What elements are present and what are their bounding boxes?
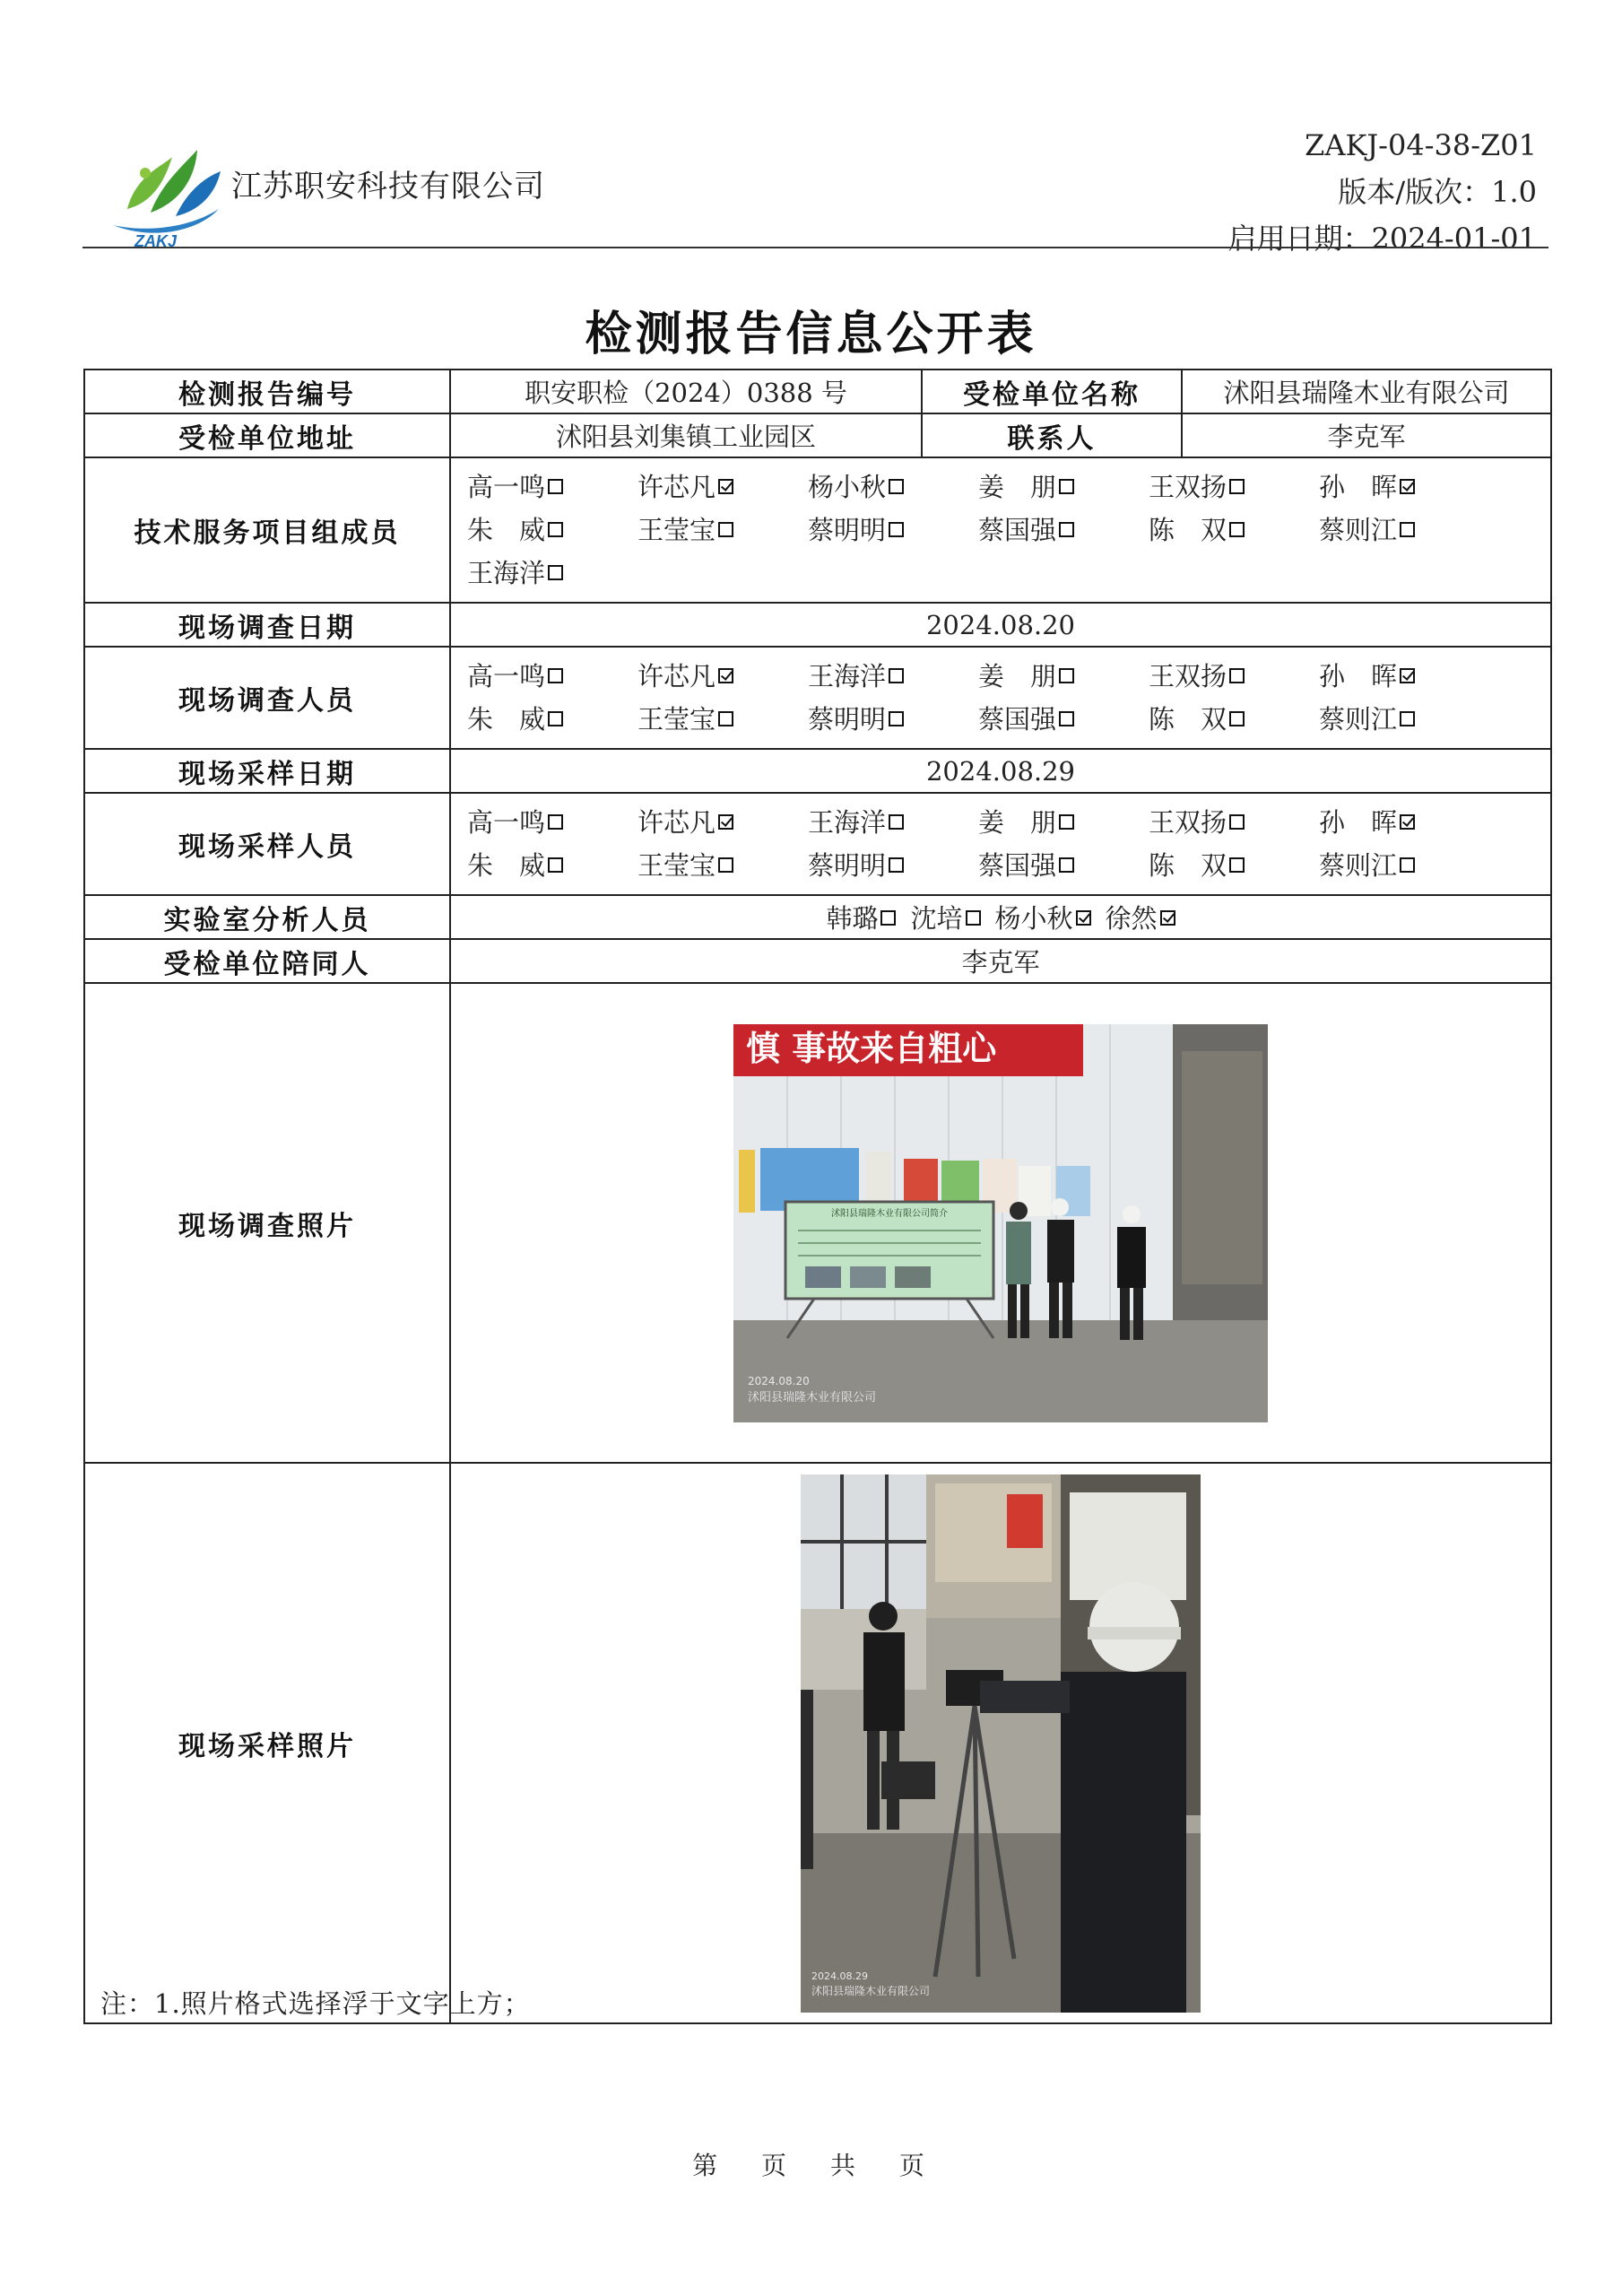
checked-checkbox[interactable] (1400, 668, 1415, 683)
lab-staff-entry (995, 899, 1091, 935)
unchecked-checkbox[interactable] (718, 522, 733, 537)
address-value: 沭阳县刘集镇工业园区 (450, 413, 922, 457)
staff-name: 高一鸣 (467, 472, 546, 502)
photo-stamp-date: 2024.08.20 (748, 1374, 810, 1387)
staff-entry (808, 844, 978, 887)
staff-entry (978, 509, 1149, 552)
staff-name: 许芯凡 (638, 807, 716, 838)
staff-entry (467, 509, 638, 552)
checked-checkbox[interactable] (718, 668, 733, 683)
unchecked-checkbox[interactable] (889, 668, 904, 683)
staff-entry (1149, 801, 1319, 844)
sampling-date-label: 现场采样日期 (84, 749, 450, 793)
staff-entry (1319, 844, 1489, 887)
unchecked-checkbox[interactable] (1229, 857, 1245, 873)
unchecked-checkbox[interactable] (1059, 522, 1074, 537)
report-no-value: 职安职检（2024）0388 号 (450, 370, 922, 413)
staff-name: 徐然 (1105, 903, 1158, 934)
checked-checkbox[interactable] (1160, 910, 1175, 926)
members-list (451, 458, 1550, 602)
staff-name: 孙 晖 (1319, 472, 1398, 502)
address-label: 受检单位地址 (84, 413, 450, 457)
doc-version: 版本/版次：1.0 (1338, 175, 1537, 209)
staff-name: 蔡则江 (1319, 704, 1398, 735)
info-table (83, 369, 1552, 2024)
unchecked-checkbox[interactable] (1059, 711, 1074, 726)
staff-name: 朱 威 (467, 515, 546, 545)
sampling-photo-stamp-date: 2024.08.29 (811, 1970, 868, 1982)
staff-name: 蔡则江 (1319, 850, 1398, 881)
doc-effective-date: 启用日期：2024-01-01 (1227, 222, 1537, 256)
staff-name: 王海洋 (808, 661, 887, 691)
staff-entry (808, 465, 978, 509)
unchecked-checkbox[interactable] (1059, 814, 1074, 830)
checked-checkbox[interactable] (718, 479, 733, 494)
row-members (84, 457, 1551, 603)
staff-name: 王莹宝 (638, 704, 716, 735)
staff-entry (467, 844, 638, 887)
staff-entry (467, 552, 638, 595)
staff-entry (1319, 465, 1489, 509)
staff-name: 蔡国强 (978, 704, 1057, 735)
footnote: 注：1.照片格式选择浮于文字上方； (100, 1988, 531, 2019)
unchecked-checkbox[interactable] (1400, 857, 1415, 873)
escort-value: 李克军 (450, 939, 1551, 983)
unchecked-checkbox[interactable] (548, 565, 563, 580)
staff-entry (638, 844, 808, 887)
staff-name: 陈 双 (1149, 850, 1227, 881)
staff-name: 姜 朋 (978, 807, 1057, 838)
staff-entry (638, 801, 808, 844)
contact-label: 联系人 (922, 413, 1182, 457)
page-title: 检测报告信息公开表 (585, 307, 1037, 361)
staff-entry (467, 801, 638, 844)
row-escort (84, 939, 1551, 983)
row-survey-date (84, 603, 1551, 647)
unchecked-checkbox[interactable] (548, 711, 563, 726)
doc-code: ZAKJ-04-38-Z01 (1305, 128, 1537, 162)
unit-name-value: 沭阳县瑞隆木业有限公司 (1182, 370, 1551, 413)
staff-name: 蔡国强 (978, 515, 1057, 545)
unchecked-checkbox[interactable] (1229, 668, 1245, 683)
unchecked-checkbox[interactable] (1229, 522, 1245, 537)
unchecked-checkbox[interactable] (718, 857, 733, 873)
staff-entry (1319, 698, 1489, 741)
sampling-date-value: 2024.08.29 (450, 749, 1551, 793)
sampling-staff-list (451, 794, 1550, 894)
staff-name: 孙 晖 (1319, 807, 1398, 838)
company-name: 江苏职安科技有限公司 (231, 169, 545, 204)
unchecked-checkbox[interactable] (548, 479, 563, 494)
checked-checkbox[interactable] (1400, 814, 1415, 830)
staff-name: 姜 朋 (978, 661, 1057, 691)
row-survey-staff (84, 647, 1551, 749)
escort-label: 受检单位陪同人 (84, 939, 450, 983)
sampling-photo-label: 现场采样照片 (84, 1463, 450, 2023)
survey-staff-list (451, 648, 1550, 748)
staff-entry (1149, 698, 1319, 741)
unchecked-checkbox[interactable] (1059, 668, 1074, 683)
staff-name: 蔡明明 (808, 850, 887, 881)
unchecked-checkbox[interactable] (1400, 522, 1415, 537)
row-lab (84, 895, 1551, 939)
unchecked-checkbox[interactable] (718, 711, 733, 726)
staff-entry (978, 844, 1149, 887)
staff-name: 韩璐 (826, 903, 879, 934)
logo-text: ZAKJ (134, 232, 178, 250)
row-sampling-photo (84, 1463, 1551, 2023)
lab-staff-list (451, 899, 1550, 935)
unchecked-checkbox[interactable] (548, 522, 563, 537)
unchecked-checkbox[interactable] (548, 857, 563, 873)
staff-name: 陈 双 (1149, 515, 1227, 545)
staff-entry (808, 509, 978, 552)
survey-date-value: 2024.08.20 (450, 603, 1551, 647)
staff-entry (1149, 844, 1319, 887)
staff-name: 王海洋 (808, 807, 887, 838)
sampling-photo (801, 1474, 1201, 2013)
staff-name: 高一鸣 (467, 661, 546, 691)
staff-entry (978, 698, 1149, 741)
staff-entry (1149, 509, 1319, 552)
unchecked-checkbox[interactable] (1059, 479, 1074, 494)
unchecked-checkbox[interactable] (1059, 857, 1074, 873)
row-sampling-staff (84, 793, 1551, 895)
checked-checkbox[interactable] (718, 814, 733, 830)
survey-photo (733, 1024, 1268, 1422)
photo-banner-text: 慎 事故来自粗心 (746, 1028, 997, 1068)
staff-entry (1149, 465, 1319, 509)
row-survey-photo (84, 983, 1551, 1463)
unchecked-checkbox[interactable] (889, 857, 904, 873)
unit-name-label: 受检单位名称 (922, 370, 1182, 413)
staff-name: 蔡则江 (1319, 515, 1398, 545)
staff-name: 王双扬 (1149, 661, 1227, 691)
doc-meta (1227, 122, 1537, 262)
staff-name: 杨小秋 (808, 472, 887, 502)
staff-entry (467, 465, 638, 509)
staff-name: 蔡明明 (808, 515, 887, 545)
staff-entry (467, 698, 638, 741)
unchecked-checkbox[interactable] (966, 910, 981, 926)
row-sampling-date (84, 749, 1551, 793)
lab-staff-entry (910, 899, 980, 935)
photo-board-title: 沭阳县瑞隆木业有限公司简介 (831, 1208, 948, 1219)
survey-photo-label: 现场调查照片 (84, 983, 450, 1463)
staff-entry (808, 698, 978, 741)
staff-entry (638, 698, 808, 741)
staff-entry (978, 465, 1149, 509)
staff-name: 蔡明明 (808, 704, 887, 735)
staff-entry (638, 509, 808, 552)
staff-name: 杨小秋 (994, 903, 1073, 934)
sampling-staff-label: 现场采样人员 (84, 793, 450, 895)
header-divider (82, 247, 1548, 248)
row-address (84, 413, 1551, 457)
staff-entry (808, 801, 978, 844)
photo-stamp-company: 沭阳县瑞隆木业有限公司 (748, 1390, 877, 1405)
staff-name: 王莹宝 (638, 515, 716, 545)
staff-entry (978, 655, 1149, 698)
unchecked-checkbox[interactable] (548, 668, 563, 683)
contact-value: 李克军 (1182, 413, 1551, 457)
unchecked-checkbox[interactable] (889, 711, 904, 726)
staff-name: 王双扬 (1149, 807, 1227, 838)
staff-name: 沈培 (910, 903, 963, 934)
staff-name: 蔡国强 (978, 850, 1057, 881)
report-no-label: 检测报告编号 (84, 370, 450, 413)
checked-checkbox[interactable] (1076, 910, 1091, 926)
staff-name: 姜 朋 (978, 472, 1057, 502)
staff-entry (638, 655, 808, 698)
unchecked-checkbox[interactable] (889, 522, 904, 537)
staff-name: 朱 威 (467, 850, 546, 881)
lab-label: 实验室分析人员 (84, 895, 450, 939)
staff-entry (467, 655, 638, 698)
lab-staff-entry (1106, 899, 1175, 935)
page-footer: 第 页 共 页 (692, 2151, 930, 2180)
unchecked-checkbox[interactable] (548, 814, 563, 830)
company-logo (109, 139, 224, 251)
lab-staff-entry (826, 899, 896, 935)
unchecked-checkbox[interactable] (880, 910, 896, 926)
survey-staff-label: 现场调查人员 (84, 647, 450, 749)
staff-name: 王海洋 (467, 558, 546, 588)
staff-entry (808, 655, 978, 698)
staff-name: 王莹宝 (638, 850, 716, 881)
sampling-photo-stamp-company: 沭阳县瑞隆木业有限公司 (811, 1984, 931, 1997)
staff-entry (978, 801, 1149, 844)
unchecked-checkbox[interactable] (1229, 814, 1245, 830)
staff-name: 许芯凡 (638, 472, 716, 502)
staff-entry (1319, 801, 1489, 844)
unchecked-checkbox[interactable] (1400, 711, 1415, 726)
staff-name: 孙 晖 (1319, 661, 1398, 691)
checked-checkbox[interactable] (1400, 479, 1415, 494)
unchecked-checkbox[interactable] (1229, 711, 1245, 726)
staff-entry (638, 465, 808, 509)
staff-entry (1149, 655, 1319, 698)
staff-name: 朱 威 (467, 704, 546, 735)
unchecked-checkbox[interactable] (889, 479, 904, 494)
staff-name: 陈 双 (1149, 704, 1227, 735)
staff-name: 高一鸣 (467, 807, 546, 838)
staff-entry (1319, 509, 1489, 552)
staff-name: 许芯凡 (638, 661, 716, 691)
row-report-no (84, 370, 1551, 413)
staff-name: 王双扬 (1149, 472, 1227, 502)
survey-date-label: 现场调查日期 (84, 603, 450, 647)
staff-entry (1319, 655, 1489, 698)
unchecked-checkbox[interactable] (889, 814, 904, 830)
members-label: 技术服务项目组成员 (84, 457, 450, 603)
unchecked-checkbox[interactable] (1229, 479, 1245, 494)
